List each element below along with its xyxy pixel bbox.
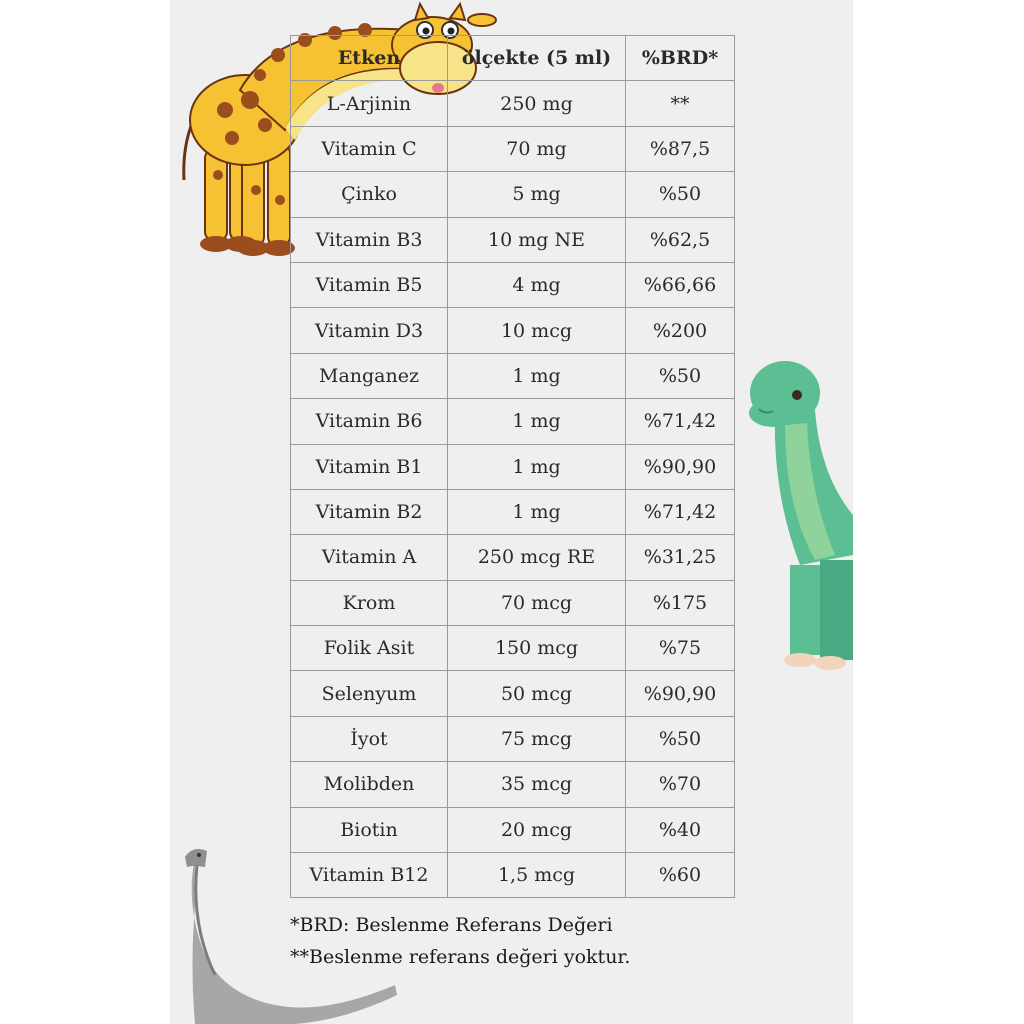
- brd-cell: %87,5: [626, 126, 735, 171]
- table-row: [291, 535, 735, 580]
- footnote-no-reference: **Beslenme referans değeri yoktur.: [290, 946, 631, 968]
- amount-cell: 250 mcg RE: [448, 535, 626, 580]
- table-row: [291, 716, 735, 761]
- ingredient-cell: Vitamin A: [291, 535, 448, 580]
- amount-cell: 1 mg: [448, 489, 626, 534]
- brd-cell: %75: [626, 626, 735, 671]
- brd-cell: **: [626, 81, 735, 126]
- amount-cell: 1 mg: [448, 399, 626, 444]
- amount-cell: 70 mcg: [448, 580, 626, 625]
- table-header-row: [291, 36, 735, 81]
- amount-cell: 250 mg: [448, 81, 626, 126]
- table-row: [291, 126, 735, 171]
- table-row: [291, 762, 735, 807]
- amount-cell: 150 mcg: [448, 626, 626, 671]
- table-row: [291, 626, 735, 671]
- brd-cell: %71,42: [626, 399, 735, 444]
- brd-cell: %60: [626, 853, 735, 898]
- table-row: [291, 807, 735, 852]
- table-row: [291, 308, 735, 353]
- brd-cell: %50: [626, 172, 735, 217]
- table-row: [291, 853, 735, 898]
- ingredient-cell: Vitamin B6: [291, 399, 448, 444]
- ingredient-cell: Krom: [291, 580, 448, 625]
- ingredient-cell: Selenyum: [291, 671, 448, 716]
- brd-cell: %71,42: [626, 489, 735, 534]
- amount-cell: 20 mcg: [448, 807, 626, 852]
- ingredient-cell: Folik Asit: [291, 626, 448, 671]
- ingredient-cell: Molibden: [291, 762, 448, 807]
- brd-cell: %62,5: [626, 217, 735, 262]
- ingredient-cell: Biotin: [291, 807, 448, 852]
- brd-cell: %90,90: [626, 444, 735, 489]
- green-dinosaur-icon: [745, 355, 855, 675]
- table-row: [291, 399, 735, 444]
- amount-cell: 35 mcg: [448, 762, 626, 807]
- amount-cell: 1 mg: [448, 353, 626, 398]
- brd-cell: %50: [626, 716, 735, 761]
- brd-cell: %70: [626, 762, 735, 807]
- brd-cell: %40: [626, 807, 735, 852]
- ingredient-cell: Vitamin B12: [291, 853, 448, 898]
- brd-cell: %175: [626, 580, 735, 625]
- table-row: [291, 262, 735, 307]
- ingredient-cell: Vitamin B5: [291, 262, 448, 307]
- brd-cell: %50: [626, 353, 735, 398]
- amount-cell: 70 mg: [448, 126, 626, 171]
- amount-cell: 4 mg: [448, 262, 626, 307]
- ingredient-cell: Vitamin D3: [291, 308, 448, 353]
- brd-cell: %200: [626, 308, 735, 353]
- table-row: [291, 81, 735, 126]
- header-ingredient: Etken: [291, 36, 448, 81]
- amount-cell: 1,5 mcg: [448, 853, 626, 898]
- brd-cell: %90,90: [626, 671, 735, 716]
- table-row: [291, 353, 735, 398]
- table-row: [291, 580, 735, 625]
- ingredient-cell: Manganez: [291, 353, 448, 398]
- amount-cell: 50 mcg: [448, 671, 626, 716]
- table-row: [291, 172, 735, 217]
- amount-cell: 5 mg: [448, 172, 626, 217]
- header-brd: %BRD*: [626, 36, 735, 81]
- table-row: [291, 217, 735, 262]
- footnote-brd: *BRD: Beslenme Referans Değeri: [290, 914, 613, 936]
- table-row: [291, 444, 735, 489]
- nutrition-table: [290, 35, 735, 898]
- ingredient-cell: Vitamin B3: [291, 217, 448, 262]
- table-row: [291, 671, 735, 716]
- amount-cell: 10 mg NE: [448, 217, 626, 262]
- amount-cell: 75 mcg: [448, 716, 626, 761]
- ingredient-cell: İyot: [291, 716, 448, 761]
- amount-cell: 10 mcg: [448, 308, 626, 353]
- amount-cell: 1 mg: [448, 444, 626, 489]
- header-amount: ölçekte (5 ml): [448, 36, 626, 81]
- ingredient-cell: Vitamin B1: [291, 444, 448, 489]
- ingredient-cell: Vitamin C: [291, 126, 448, 171]
- brd-cell: %66,66: [626, 262, 735, 307]
- brd-cell: %31,25: [626, 535, 735, 580]
- ingredient-cell: Vitamin B2: [291, 489, 448, 534]
- table-row: [291, 489, 735, 534]
- ingredient-cell: L-Arjinin: [291, 81, 448, 126]
- ingredient-cell: Çinko: [291, 172, 448, 217]
